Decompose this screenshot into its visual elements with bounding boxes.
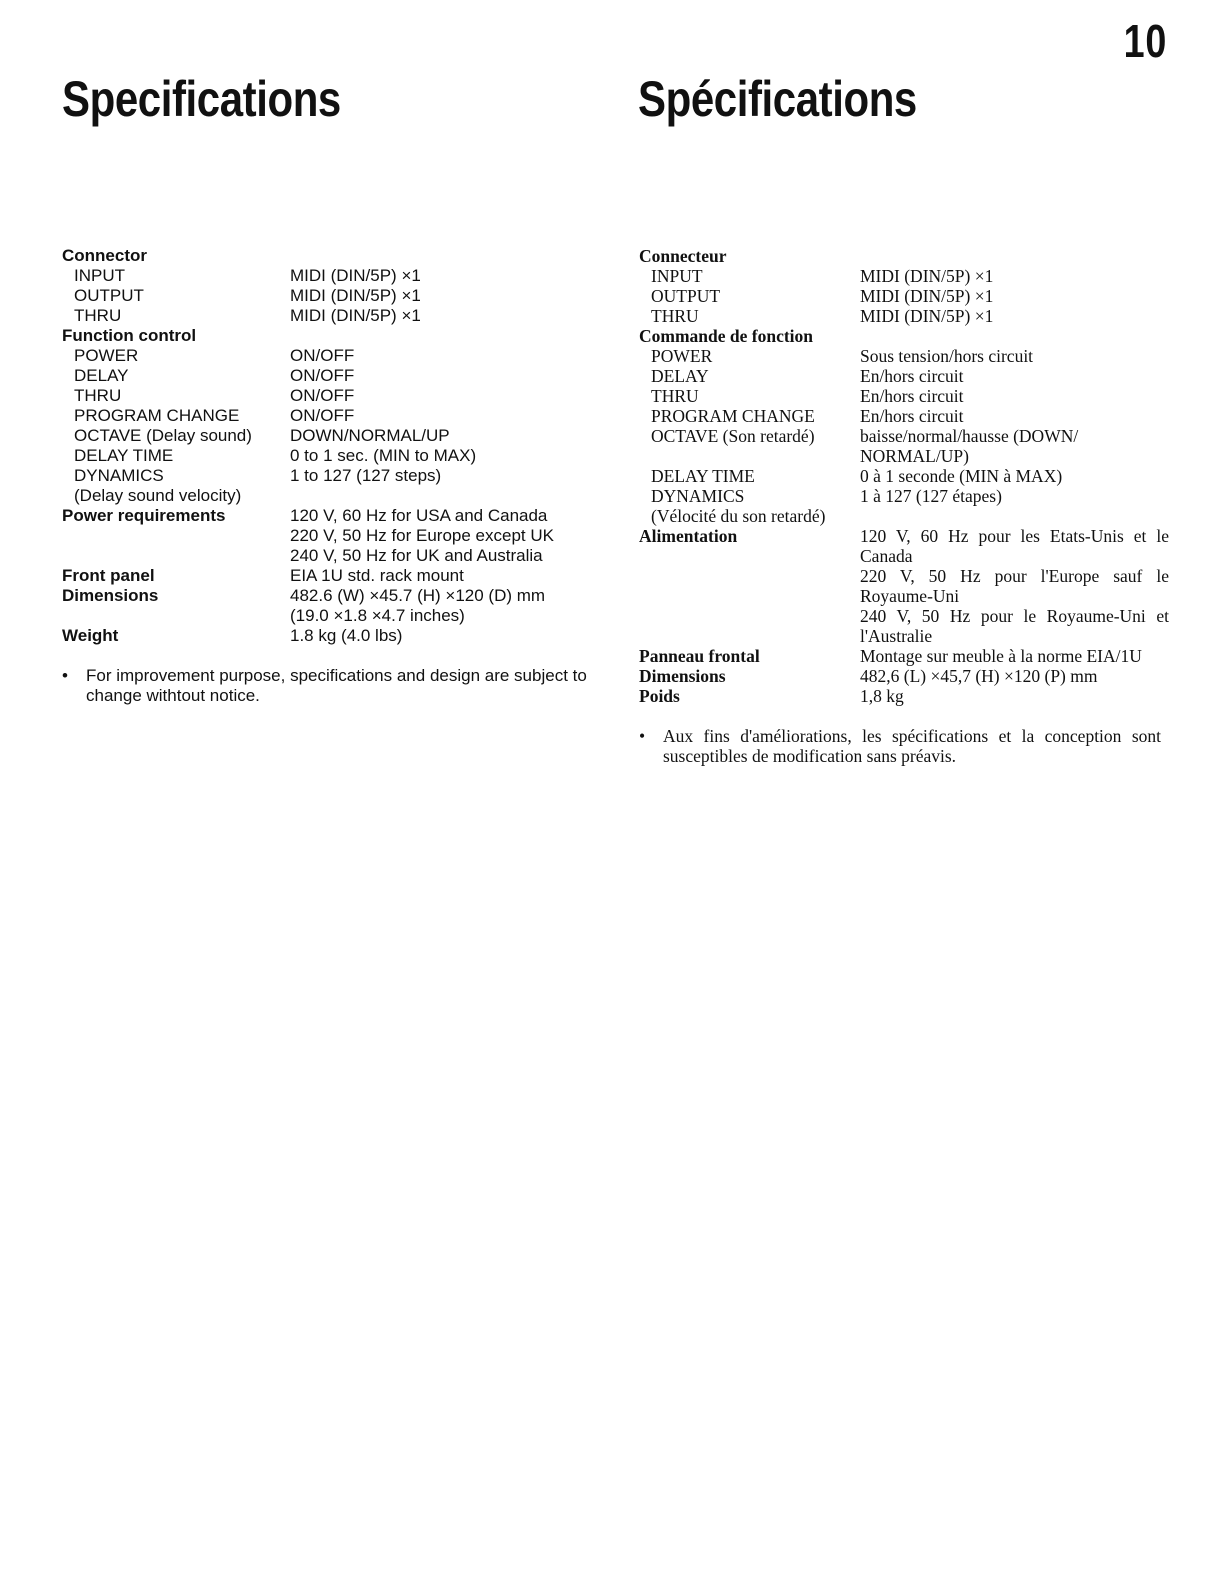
- category-label: Power requirements: [62, 506, 226, 525]
- spec-value: ON/OFF: [290, 386, 355, 405]
- spec-row: [62, 566, 554, 586]
- spec-row: [639, 286, 1169, 306]
- spec-value: 240 V, 50 Hz for UK and Australia: [290, 546, 543, 565]
- spec-row: [639, 346, 1169, 366]
- spec-row: [62, 286, 554, 306]
- spec-row: [639, 506, 1169, 526]
- spec-row: [639, 326, 1169, 346]
- category-label: Dimensions: [62, 586, 159, 605]
- spec-row: [62, 246, 554, 266]
- spec-row: [639, 486, 1169, 506]
- spec-row: [62, 466, 554, 486]
- spec-row: [639, 426, 1169, 446]
- spec-label: DELAY: [651, 366, 709, 386]
- spec-label: OCTAVE (Delay sound): [74, 426, 252, 445]
- spec-row: [62, 406, 554, 426]
- spec-value: EIA 1U std. rack mount: [290, 566, 464, 585]
- bullet-icon: •: [639, 726, 646, 746]
- spec-value: ON/OFF: [290, 346, 355, 365]
- spec-label: THRU: [651, 306, 699, 326]
- spec-value: Montage sur meuble à la norme EIA/1U: [860, 646, 1142, 666]
- spec-value: 0 to 1 sec. (MIN to MAX): [290, 446, 477, 465]
- spec-label: INPUT: [651, 266, 703, 286]
- spec-row: [639, 686, 1169, 706]
- spec-row: [62, 606, 554, 626]
- spec-row: [639, 406, 1169, 426]
- spec-row: [62, 266, 554, 286]
- spec-value: 1 to 127 (127 steps): [290, 466, 442, 485]
- spec-row: [62, 586, 554, 606]
- spec-row: [62, 546, 554, 566]
- spec-value: Sous tension/hors circuit: [860, 346, 1034, 366]
- spec-row: [639, 386, 1169, 406]
- spec-label: THRU: [74, 306, 122, 325]
- spec-value: MIDI (DIN/5P) ×1: [290, 306, 421, 325]
- spec-value: MIDI (DIN/5P) ×1: [860, 286, 994, 306]
- spec-label: INPUT: [74, 266, 125, 285]
- spec-row: [639, 466, 1169, 486]
- spec-label-sub: (Vélocité du son retardé): [651, 506, 826, 526]
- spec-value: ON/OFF: [290, 366, 355, 385]
- spec-row: [62, 346, 554, 366]
- spec-value: 482,6 (L) ×45,7 (H) ×120 (P) mm: [860, 666, 1098, 686]
- spec-label: DYNAMICS: [651, 486, 745, 506]
- spec-value: (19.0 ×1.8 ×4.7 inches): [290, 606, 465, 625]
- spec-value: 1 à 127 (127 étapes): [860, 486, 1002, 506]
- spec-row: [62, 526, 554, 546]
- spec-value: MIDI (DIN/5P) ×1: [290, 266, 421, 285]
- spec-label-sub: (Delay sound velocity): [74, 486, 242, 505]
- spec-row: [639, 646, 1169, 666]
- category-label: Connector: [62, 246, 147, 265]
- spec-label: THRU: [651, 386, 699, 406]
- spec-value: 1.8 kg (4.0 lbs): [290, 626, 403, 645]
- spec-label: POWER: [74, 346, 139, 365]
- spec-label: OUTPUT: [74, 286, 144, 305]
- spec-label: PROGRAM CHANGE: [651, 406, 815, 426]
- spec-row: [62, 386, 554, 406]
- spec-row: [62, 306, 554, 326]
- spec-row: [639, 306, 1169, 326]
- spec-row: [62, 426, 554, 446]
- spec-value: 1,8 kg: [860, 686, 904, 706]
- bullet-icon: •: [62, 666, 68, 685]
- page-number: 10: [1123, 15, 1167, 67]
- spec-value: MIDI (DIN/5P) ×1: [290, 286, 421, 305]
- specifications-french: [639, 246, 1169, 766]
- spec-label: OUTPUT: [651, 286, 721, 306]
- spec-label: THRU: [74, 386, 122, 405]
- spec-label: POWER: [651, 346, 713, 366]
- spec-label: DELAY TIME: [74, 446, 174, 465]
- spec-label: DYNAMICS: [74, 466, 164, 485]
- spec-row: [62, 326, 554, 346]
- spec-row: [639, 526, 1169, 566]
- spec-value: 220 V, 50 Hz for Europe except UK: [290, 526, 554, 545]
- spec-label: DELAY: [74, 366, 129, 385]
- spec-value: 120 V, 60 Hz pour les Etats-Unis et le Canada: [860, 526, 1169, 566]
- footnote-text: For improvement purpose, specifications and design are subject to change withtout notice.: [86, 666, 587, 705]
- spec-value: DOWN/NORMAL/UP: [290, 426, 450, 445]
- category-label: Poids: [639, 686, 680, 706]
- spec-label: PROGRAM CHANGE: [74, 406, 240, 425]
- spec-value: ON/OFF: [290, 406, 355, 425]
- spec-row: [62, 626, 554, 646]
- spec-row: [62, 506, 554, 526]
- spec-value: NORMAL/UP): [860, 446, 969, 466]
- footnote: [62, 666, 602, 706]
- heading-english: Specifications: [62, 71, 341, 127]
- spec-label: OCTAVE (Son retardé): [651, 426, 815, 446]
- spec-value: 240 V, 50 Hz pour le Royaume-Uni et l'Australie: [860, 606, 1169, 646]
- specifications-english: [62, 246, 602, 706]
- spec-value: 120 V, 60 Hz for USA and Canada: [290, 506, 548, 525]
- spec-value: En/hors circuit: [860, 386, 964, 406]
- category-label: Panneau frontal: [639, 646, 760, 666]
- spec-row: [639, 366, 1169, 386]
- spec-row: [639, 446, 1169, 466]
- spec-value: MIDI (DIN/5P) ×1: [860, 306, 994, 326]
- heading-french: Spécifications: [638, 71, 917, 127]
- spec-value: 220 V, 50 Hz pour l'Europe sauf le Royaume-Uni: [860, 566, 1169, 606]
- footnote: [639, 726, 1169, 766]
- category-label: Front panel: [62, 566, 155, 585]
- spec-row: [639, 246, 1169, 266]
- spec-row: [62, 366, 554, 386]
- category-label: Alimentation: [639, 526, 738, 546]
- spec-value: baisse/normal/hausse (DOWN/: [860, 426, 1079, 446]
- spec-row: [639, 666, 1169, 686]
- spec-row: [62, 486, 554, 506]
- spec-table-french: [639, 246, 1169, 706]
- footnote-text: Aux fins d'améliorations, les spécifications et la conception sont susceptibles de modification sans préavis.: [663, 726, 1161, 766]
- spec-value: 0 à 1 seconde (MIN à MAX): [860, 466, 1063, 486]
- category-label: Weight: [62, 626, 119, 645]
- spec-value: En/hors circuit: [860, 366, 964, 386]
- spec-row: [639, 266, 1169, 286]
- spec-value: En/hors circuit: [860, 406, 964, 426]
- category-label: Dimensions: [639, 666, 726, 686]
- category-label: Commande de fonction: [639, 326, 814, 346]
- spec-row: [62, 446, 554, 466]
- category-label: Connecteur: [639, 246, 727, 266]
- spec-label: DELAY TIME: [651, 466, 755, 486]
- spec-value: 482.6 (W) ×45.7 (H) ×120 (D) mm: [290, 586, 546, 605]
- spec-value: MIDI (DIN/5P) ×1: [860, 266, 994, 286]
- spec-row: [639, 566, 1169, 606]
- spec-table-english: [62, 246, 554, 646]
- spec-row: [639, 606, 1169, 646]
- category-label: Function control: [62, 326, 197, 345]
